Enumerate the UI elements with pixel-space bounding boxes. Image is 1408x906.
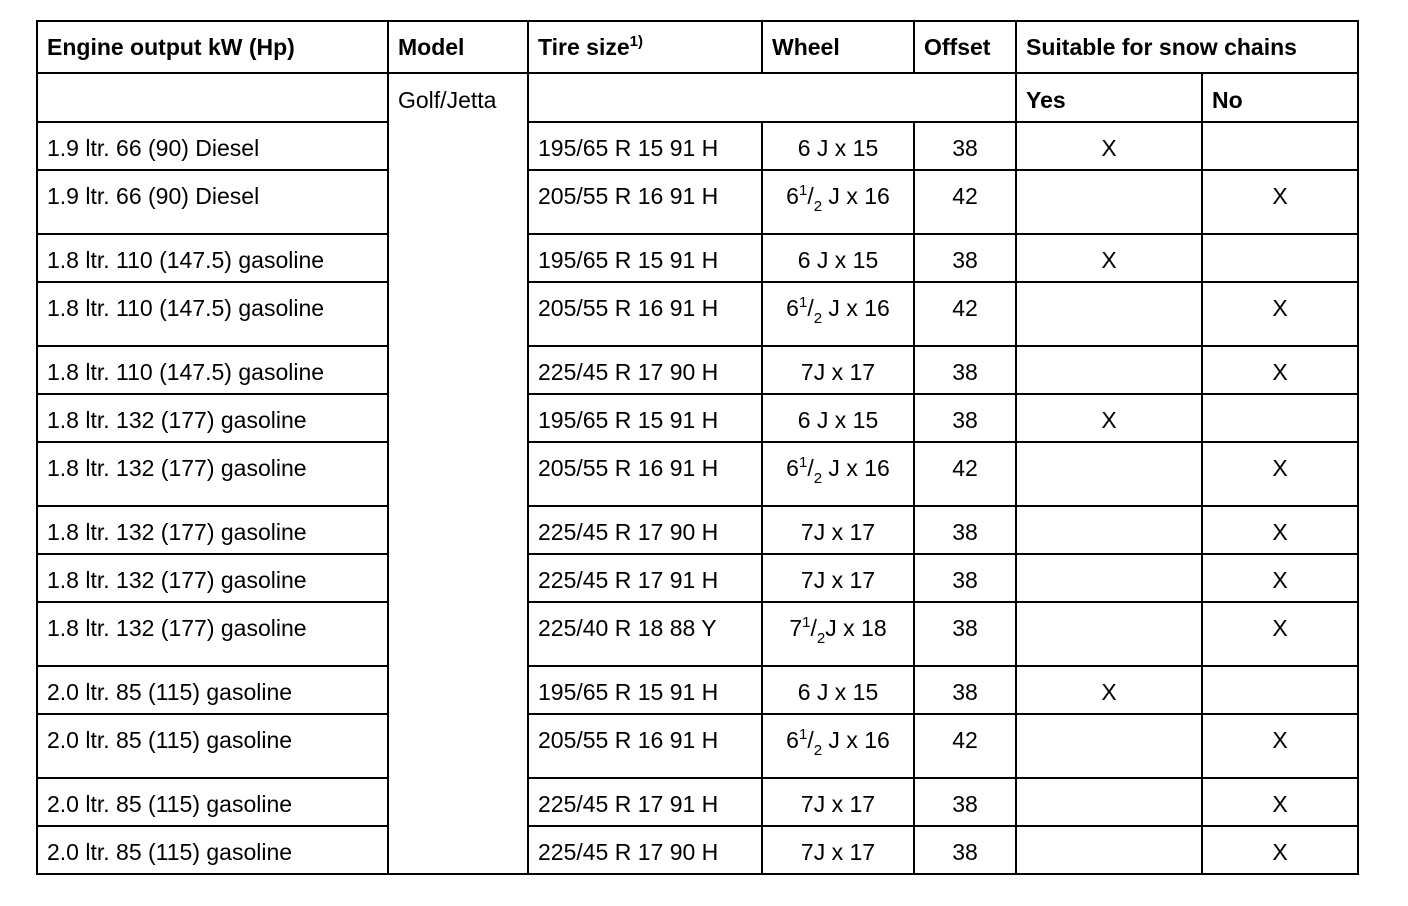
wheel-int: 6: [786, 183, 799, 209]
snow-chains-no-cell: [1202, 234, 1358, 282]
table-row: [37, 234, 1358, 282]
snow-chains-yes-cell: [1016, 346, 1202, 394]
subheader-yes: Yes: [1016, 73, 1202, 122]
tire-size-cell: 195/65 R 15 91 H: [528, 234, 762, 282]
snow-chains-no-cell: X: [1202, 778, 1358, 826]
subheader-row: [37, 73, 1358, 122]
engine-cell: 2.0 ltr. 85 (115) gasoline: [37, 778, 388, 826]
offset-cell: 38: [914, 778, 1016, 826]
wheel-frac-den: 2: [813, 198, 823, 215]
offset-cell: 38: [914, 826, 1016, 874]
snow-chains-yes-cell: [1016, 506, 1202, 554]
snow-chains-no-cell: X: [1202, 282, 1358, 346]
table-row: [37, 282, 1358, 346]
wheel-frac-num: 1: [798, 182, 808, 199]
table-row: [37, 506, 1358, 554]
header-tire-size: [528, 21, 762, 73]
wheel-cell: 6 J x 15: [762, 666, 914, 714]
table-row: [37, 394, 1358, 442]
offset-cell: 38: [914, 602, 1016, 666]
table-row: [37, 666, 1358, 714]
wheel-frac-den: 2: [816, 630, 826, 647]
table-row: [37, 170, 1358, 234]
tire-size-cell: 195/65 R 15 91 H: [528, 666, 762, 714]
tire-size-cell: 225/45 R 17 90 H: [528, 346, 762, 394]
wheel-frac-den: 2: [813, 310, 823, 327]
offset-cell: 38: [914, 506, 1016, 554]
wheel-frac-num: 1: [802, 614, 811, 631]
wheel-cell: [762, 170, 914, 234]
wheel-frac-num: 1: [798, 294, 808, 311]
snow-chains-yes-cell: [1016, 282, 1202, 346]
wheel-cell: 6 J x 15: [762, 394, 914, 442]
engine-cell: 1.8 ltr. 132 (177) gasoline: [37, 554, 388, 602]
header-offset: Offset: [914, 21, 1016, 73]
wheel-cell: 7J x 17: [762, 778, 914, 826]
engine-cell: 1.9 ltr. 66 (90) Diesel: [37, 170, 388, 234]
table-row: [37, 778, 1358, 826]
tire-size-cell: 205/55 R 16 91 H: [528, 714, 762, 778]
table-row: [37, 554, 1358, 602]
tire-size-cell: 225/45 R 17 90 H: [528, 826, 762, 874]
wheel-int: 6: [786, 295, 799, 321]
engine-cell: 2.0 ltr. 85 (115) gasoline: [37, 714, 388, 778]
snow-chains-yes-cell: X: [1016, 666, 1202, 714]
header-row: [37, 21, 1358, 73]
snow-chains-no-cell: X: [1202, 442, 1358, 506]
wheel-cell: 7J x 17: [762, 346, 914, 394]
fraction-slash: /: [807, 727, 814, 753]
wheel-frac-den: 2: [813, 470, 823, 487]
fraction-slash: /: [807, 455, 814, 481]
snow-chains-yes-cell: [1016, 170, 1202, 234]
header-engine-output: Engine output kW (Hp): [37, 21, 388, 73]
snow-chains-yes-cell: [1016, 714, 1202, 778]
offset-cell: 38: [914, 122, 1016, 170]
table-row: [37, 122, 1358, 170]
snow-chains-no-cell: X: [1202, 714, 1358, 778]
subheader-spec-empty: [528, 73, 1016, 122]
snow-chains-no-cell: [1202, 394, 1358, 442]
snow-chains-no-cell: [1202, 666, 1358, 714]
wheel-int: 6: [786, 455, 799, 481]
snow-chains-yes-cell: [1016, 602, 1202, 666]
offset-cell: 38: [914, 346, 1016, 394]
snow-chains-yes-cell: X: [1016, 394, 1202, 442]
tire-spec-table: [36, 20, 1359, 875]
header-tire-size-label: Tire size: [538, 34, 630, 60]
subheader-no: No: [1202, 73, 1358, 122]
engine-cell: 1.8 ltr. 110 (147.5) gasoline: [37, 346, 388, 394]
engine-cell: 2.0 ltr. 85 (115) gasoline: [37, 666, 388, 714]
fraction-slash: /: [807, 295, 814, 321]
snow-chains-no-cell: X: [1202, 554, 1358, 602]
tire-size-cell: 195/65 R 15 91 H: [528, 394, 762, 442]
subheader-engine-empty: [37, 73, 388, 122]
wheel-cell: [762, 714, 914, 778]
table-row: [37, 602, 1358, 666]
engine-cell: 1.8 ltr. 110 (147.5) gasoline: [37, 234, 388, 282]
wheel-frac-den: 2: [813, 742, 823, 759]
engine-cell: 1.8 ltr. 132 (177) gasoline: [37, 506, 388, 554]
wheel-cell: 6 J x 15: [762, 122, 914, 170]
snow-chains-yes-cell: X: [1016, 234, 1202, 282]
snow-chains-no-cell: X: [1202, 346, 1358, 394]
fraction-slash: /: [807, 183, 814, 209]
wheel-cell: 7J x 17: [762, 826, 914, 874]
header-model: Model: [388, 21, 528, 73]
wheel-cell: [762, 442, 914, 506]
snow-chains-yes-cell: X: [1016, 122, 1202, 170]
table-row: [37, 714, 1358, 778]
tire-size-cell: 225/40 R 18 88 Y: [528, 602, 762, 666]
snow-chains-yes-cell: [1016, 554, 1202, 602]
tire-size-cell: 225/45 R 17 91 H: [528, 554, 762, 602]
wheel-rest: J x 18: [825, 615, 887, 641]
wheel-cell: [762, 282, 914, 346]
wheel-frac-num: 1: [798, 454, 808, 471]
wheel-rest: J x 16: [822, 295, 890, 321]
wheel-cell: [762, 602, 914, 666]
table-row: [37, 442, 1358, 506]
wheel-cell: 7J x 17: [762, 506, 914, 554]
wheel-int: 6: [786, 727, 799, 753]
offset-cell: 38: [914, 666, 1016, 714]
table-row: [37, 826, 1358, 874]
header-snow-chains: Suitable for snow chains: [1016, 21, 1358, 73]
snow-chains-yes-cell: [1016, 442, 1202, 506]
offset-cell: 42: [914, 442, 1016, 506]
snow-chains-no-cell: X: [1202, 602, 1358, 666]
engine-cell: 1.8 ltr. 132 (177) gasoline: [37, 442, 388, 506]
footnote-marker: 1): [629, 33, 643, 50]
snow-chains-yes-cell: [1016, 826, 1202, 874]
model-cell: Golf/Jetta: [388, 73, 528, 874]
tire-size-cell: 225/45 R 17 91 H: [528, 778, 762, 826]
wheel-frac-num: 1: [798, 726, 808, 743]
snow-chains-no-cell: X: [1202, 506, 1358, 554]
engine-cell: 1.9 ltr. 66 (90) Diesel: [37, 122, 388, 170]
offset-cell: 42: [914, 282, 1016, 346]
snow-chains-yes-cell: [1016, 778, 1202, 826]
wheel-rest: J x 16: [822, 183, 890, 209]
offset-cell: 42: [914, 170, 1016, 234]
engine-cell: 1.8 ltr. 132 (177) gasoline: [37, 602, 388, 666]
offset-cell: 38: [914, 554, 1016, 602]
tire-size-cell: 205/55 R 16 91 H: [528, 442, 762, 506]
wheel-rest: J x 16: [822, 727, 890, 753]
engine-cell: 2.0 ltr. 85 (115) gasoline: [37, 826, 388, 874]
table-row: [37, 346, 1358, 394]
fraction-slash: /: [810, 615, 817, 641]
snow-chains-no-cell: X: [1202, 826, 1358, 874]
tire-size-cell: 205/55 R 16 91 H: [528, 282, 762, 346]
header-wheel: Wheel: [762, 21, 914, 73]
wheel-rest: J x 16: [822, 455, 890, 481]
offset-cell: 38: [914, 394, 1016, 442]
offset-cell: 42: [914, 714, 1016, 778]
wheel-int: 7: [789, 615, 803, 641]
tire-size-cell: 205/55 R 16 91 H: [528, 170, 762, 234]
wheel-cell: 6 J x 15: [762, 234, 914, 282]
engine-cell: 1.8 ltr. 110 (147.5) gasoline: [37, 282, 388, 346]
wheel-cell: 7J x 17: [762, 554, 914, 602]
snow-chains-no-cell: X: [1202, 170, 1358, 234]
snow-chains-no-cell: [1202, 122, 1358, 170]
engine-cell: 1.8 ltr. 132 (177) gasoline: [37, 394, 388, 442]
offset-cell: 38: [914, 234, 1016, 282]
tire-size-cell: 195/65 R 15 91 H: [528, 122, 762, 170]
tire-size-cell: 225/45 R 17 90 H: [528, 506, 762, 554]
